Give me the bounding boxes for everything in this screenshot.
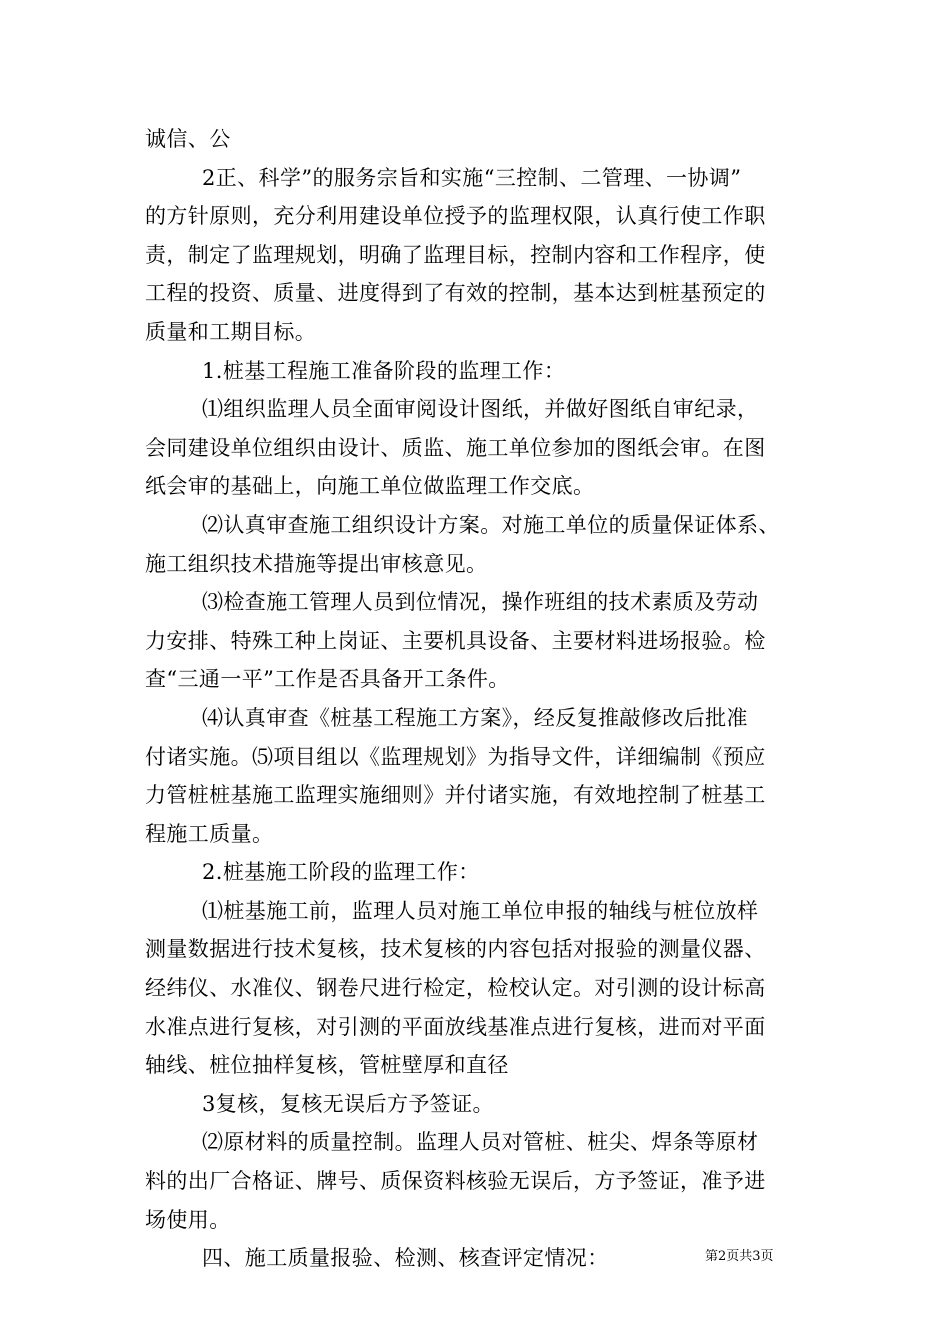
paragraph-continuation: 3复核，复核无误后方予签证。 — [202, 1091, 494, 1116]
paragraph-item-5: ⑴桩基施工前，监理人员对施工单位申报的轴线与桩位放样 测量数据进行技术复核，技术复核的内容包括对报验的测量仪器、 经纬仪、水准仪、钢卷尺进行检定，检校认定。对引测的设计标高 水准点进行复核，对引测的平面放线基准点进行复核，进而对平面 轴线、桩位抽样复核，管桩壁厚和直径 — [145, 898, 766, 1078]
section-heading-1: 1.桩基工程施工准备阶段的监理工作： — [202, 358, 566, 383]
paragraph-item-4: ⑷认真审查《桩基工程施工方案》，经反复推敲修改后批准 付诸实施。⑸项目组以《监理规划》为指导文件，详细编制《预应 力管桩桩基施工监理实施细则》并付诸实施，有效地控制了桩基工 程施工质量。 — [145, 705, 766, 846]
document-body — [145, 120, 825, 1278]
section-heading-3: 四、施工质量报验、检测、核查评定情况： — [202, 1246, 609, 1271]
paragraph-item-1: ⑴组织监理人员全面审阅设计图纸，并做好图纸自审纪录， 会同建设单位组织由设计、质监、施工单位参加的图纸会审。在图 纸会审的基础上，向施工单位做监理工作交底。 — [145, 397, 766, 499]
paragraph-item-6: ⑵原材料的质量控制。监理人员对管桩、桩尖、焊条等原材 料的出厂合格证、牌号、质保资料核验无误后，方予签证，准予进 场使用。 — [145, 1130, 766, 1232]
paragraph-2: 2正、科学”的服务宗旨和实施“三控制、二管理、一协调” 的方针原则，充分利用建设单位授予的监理权限，认真行使工作职 责，制定了监理规划，明确了监理目标，控制内容和工作程序，使 工程的投资、质量、进度得到了有效的控制，基本达到桩基预定的 质量和工期目标。 — [145, 165, 766, 344]
page-number-footer: 第2页共3页 — [705, 1249, 774, 1264]
paragraph-item-2: ⑵认真审查施工组织设计方案。对施工单位的质量保证体系、 施工组织技术措施等提出审核意见。 — [145, 512, 780, 576]
paragraph-item-3: ⑶检查施工管理人员到位情况，操作班组的技术素质及劳动 力安排、特殊工种上岗证、主要机具设备、主要材料进场报验。检 查“三通一平”工作是否具备开工条件。 — [145, 590, 766, 692]
paragraph-1: 诚信、公 — [145, 127, 231, 151]
section-heading-2: 2.桩基施工阶段的监理工作： — [202, 860, 480, 885]
